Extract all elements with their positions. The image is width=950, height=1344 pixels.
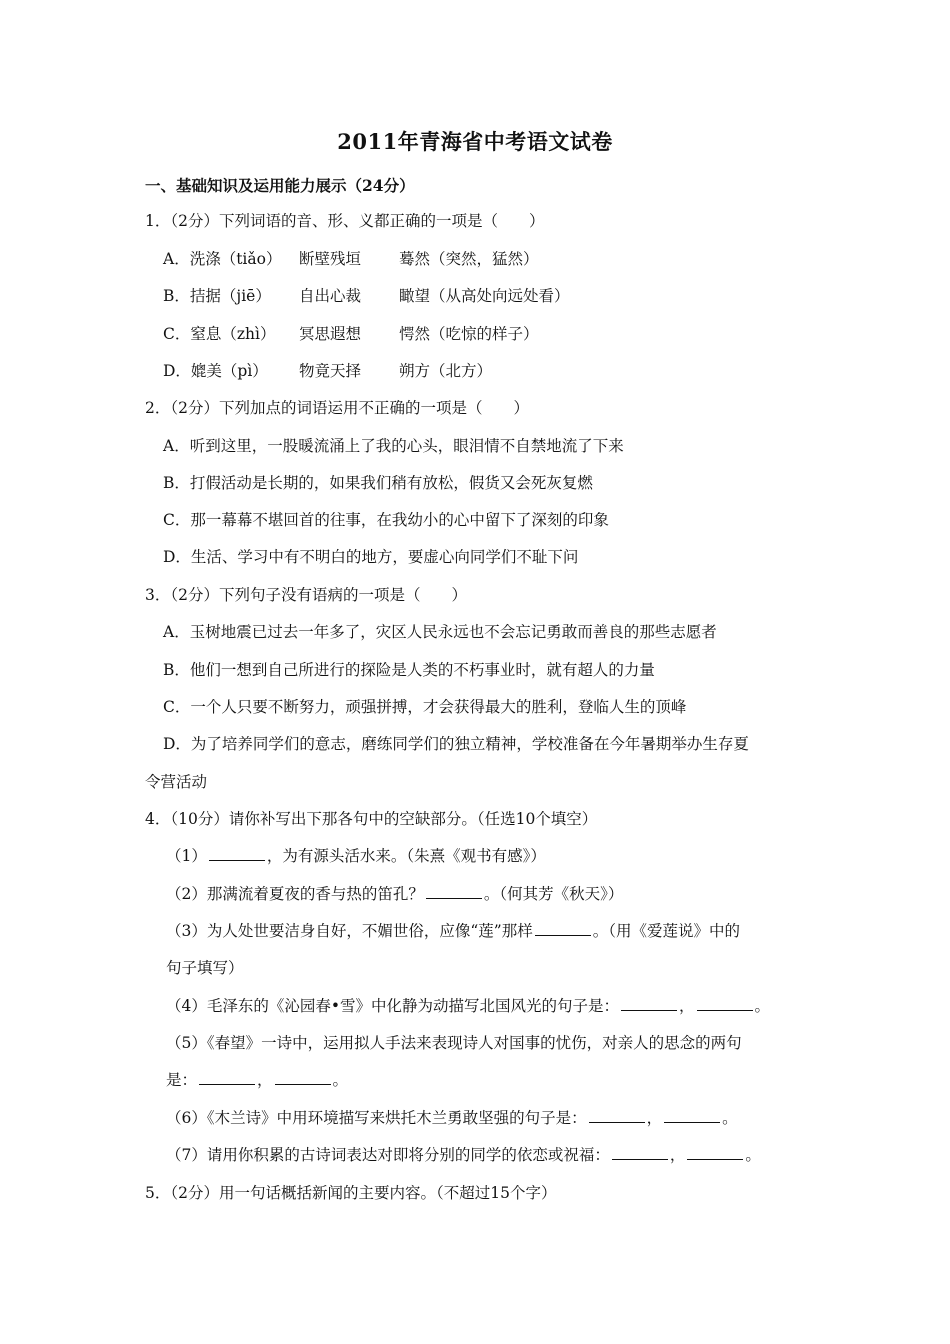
- question-4-item-2: [166, 884, 623, 904]
- item-text: （3）为人处世要洁身自好，不媚世俗，应像“莲”那样: [166, 922, 533, 940]
- option-label: B．拮据（jiē）: [163, 287, 271, 305]
- item-text: ，: [669, 1146, 686, 1164]
- question-3-option-d: D．为了培养同学们的意志，磨练同学们的独立精神，学校准备在今年暑期举办生存夏: [163, 735, 749, 753]
- item-text: （2）那满流着夏夜的香与热的笛孔？: [166, 885, 424, 903]
- question-4-item-7: [166, 1145, 761, 1165]
- item-text: 是：: [166, 1071, 198, 1089]
- option-meaning: 愕然（吃惊的样子）: [399, 325, 539, 343]
- item-text: （4）毛泽东的《沁园春•雪》中化静为动描写北国风光的句子是：: [166, 997, 620, 1015]
- question-4-item-4: [166, 996, 770, 1016]
- item-text: ，为有源头活水来。（朱熹《观书有感》）: [266, 847, 546, 865]
- item-text: ，: [646, 1109, 663, 1127]
- question-2-option-c: C．那一幕幕不堪回首的往事，在我幼小的心中留下了深刻的印象: [163, 511, 609, 529]
- option-meaning: 瞰望（从高处向远处看）: [399, 287, 570, 305]
- item-text: 。（何其芳《秋天》）: [483, 885, 624, 903]
- question-1-option-b: [163, 286, 570, 306]
- question-4-item-5: （5）《春望》一诗中，运用拟人手法来表现诗人对国事的忧伤，对亲人的思念的两句: [166, 1034, 742, 1052]
- question-4-item-3: [166, 921, 740, 941]
- answer-blank[interactable]: [697, 996, 753, 1011]
- question-3-option-d-continued: 令营活动: [145, 773, 208, 791]
- question-2-stem: 2．（2分）下列加点的词语运用不正确的一项是（ ）: [145, 399, 529, 417]
- item-text: （1）: [166, 847, 207, 865]
- item-text: 。: [332, 1071, 349, 1089]
- item-text: 。: [722, 1109, 738, 1127]
- item-text: 。: [745, 1146, 761, 1164]
- option-word: 断壁残垣: [299, 250, 362, 268]
- question-2-option-b: B．打假活动是长期的，如果我们稍有放松，假货又会死灰复燃: [163, 474, 593, 492]
- section-heading: 一、基础知识及运用能力展示（24分）: [145, 176, 415, 195]
- question-4-item-1: [166, 846, 546, 866]
- answer-blank[interactable]: [621, 996, 677, 1011]
- question-1-option-a: [163, 249, 539, 269]
- question-1-option-d: [163, 361, 492, 381]
- question-2-option-a: A．听到这里，一股暖流涌上了我的心头，眼泪情不自禁地流了下来: [163, 437, 624, 455]
- answer-blank[interactable]: [199, 1070, 255, 1085]
- answer-blank[interactable]: [426, 884, 482, 899]
- question-3-option-b: B．他们一想到自己所进行的探险是人类的不朽事业时，就有超人的力量: [163, 661, 655, 679]
- question-5-stem: 5．（2分）用一句话概括新闻的主要内容。（不超过15个字）: [145, 1184, 557, 1202]
- item-text: 。: [754, 997, 771, 1015]
- question-1-option-c: [163, 324, 539, 344]
- item-text: ，: [679, 997, 695, 1015]
- question-2-option-d: D．生活、学习中有不明白的地方，要虚心向同学们不耻下问: [163, 548, 579, 566]
- option-word: 自出心裁: [299, 287, 362, 305]
- option-meaning: 朔方（北方）: [399, 362, 493, 380]
- question-4-stem: 4．（10分）请你补写出下那各句中的空缺部分。（任选10个填空）: [145, 810, 598, 828]
- option-meaning: 蓦然（突然，猛然）: [399, 250, 539, 268]
- question-4-item-5-continued: [166, 1070, 348, 1090]
- answer-blank[interactable]: [687, 1145, 743, 1160]
- item-text: 。（用《爱莲说》中的: [592, 922, 740, 940]
- option-label: D．媲美（pì）: [163, 362, 268, 380]
- item-text: （7）请用你积累的古诗词表达对即将分别的同学的依恋或祝福：: [166, 1146, 610, 1164]
- answer-blank[interactable]: [209, 846, 265, 861]
- answer-blank[interactable]: [664, 1108, 720, 1123]
- question-3-option-a: A．玉树地震已过去一年多了，灾区人民永远也不会忘记勇敢而善良的那些志愿者: [163, 623, 717, 641]
- page-title: 2011年青海省中考语文试卷: [337, 129, 613, 154]
- answer-blank[interactable]: [275, 1070, 331, 1085]
- question-3-stem: 3．（2分）下列句子没有语病的一项是（ ）: [145, 586, 467, 604]
- option-label: A．洗涤（tiǎo）: [163, 250, 282, 268]
- option-word: 物竟天择: [299, 362, 362, 380]
- question-4-item-3-continued: 句子填写）: [166, 959, 244, 977]
- option-label: C．窒息（zhì）: [163, 325, 276, 343]
- option-word: 冥思遐想: [299, 325, 362, 343]
- item-text: （6）《木兰诗》中用环境描写来烘托木兰勇敢坚强的句子是：: [166, 1109, 587, 1127]
- question-3-option-c: C．一个人只要不断努力，顽强拼搏，才会获得最大的胜利，登临人生的顶峰: [163, 698, 687, 716]
- answer-blank[interactable]: [535, 921, 591, 936]
- item-text: ，: [257, 1071, 273, 1089]
- question-4-item-6: [166, 1108, 738, 1128]
- question-1-stem: 1．（2分）下列词语的音、形、义都正确的一项是（ ）: [145, 212, 545, 230]
- answer-blank[interactable]: [612, 1145, 668, 1160]
- answer-blank[interactable]: [589, 1108, 645, 1123]
